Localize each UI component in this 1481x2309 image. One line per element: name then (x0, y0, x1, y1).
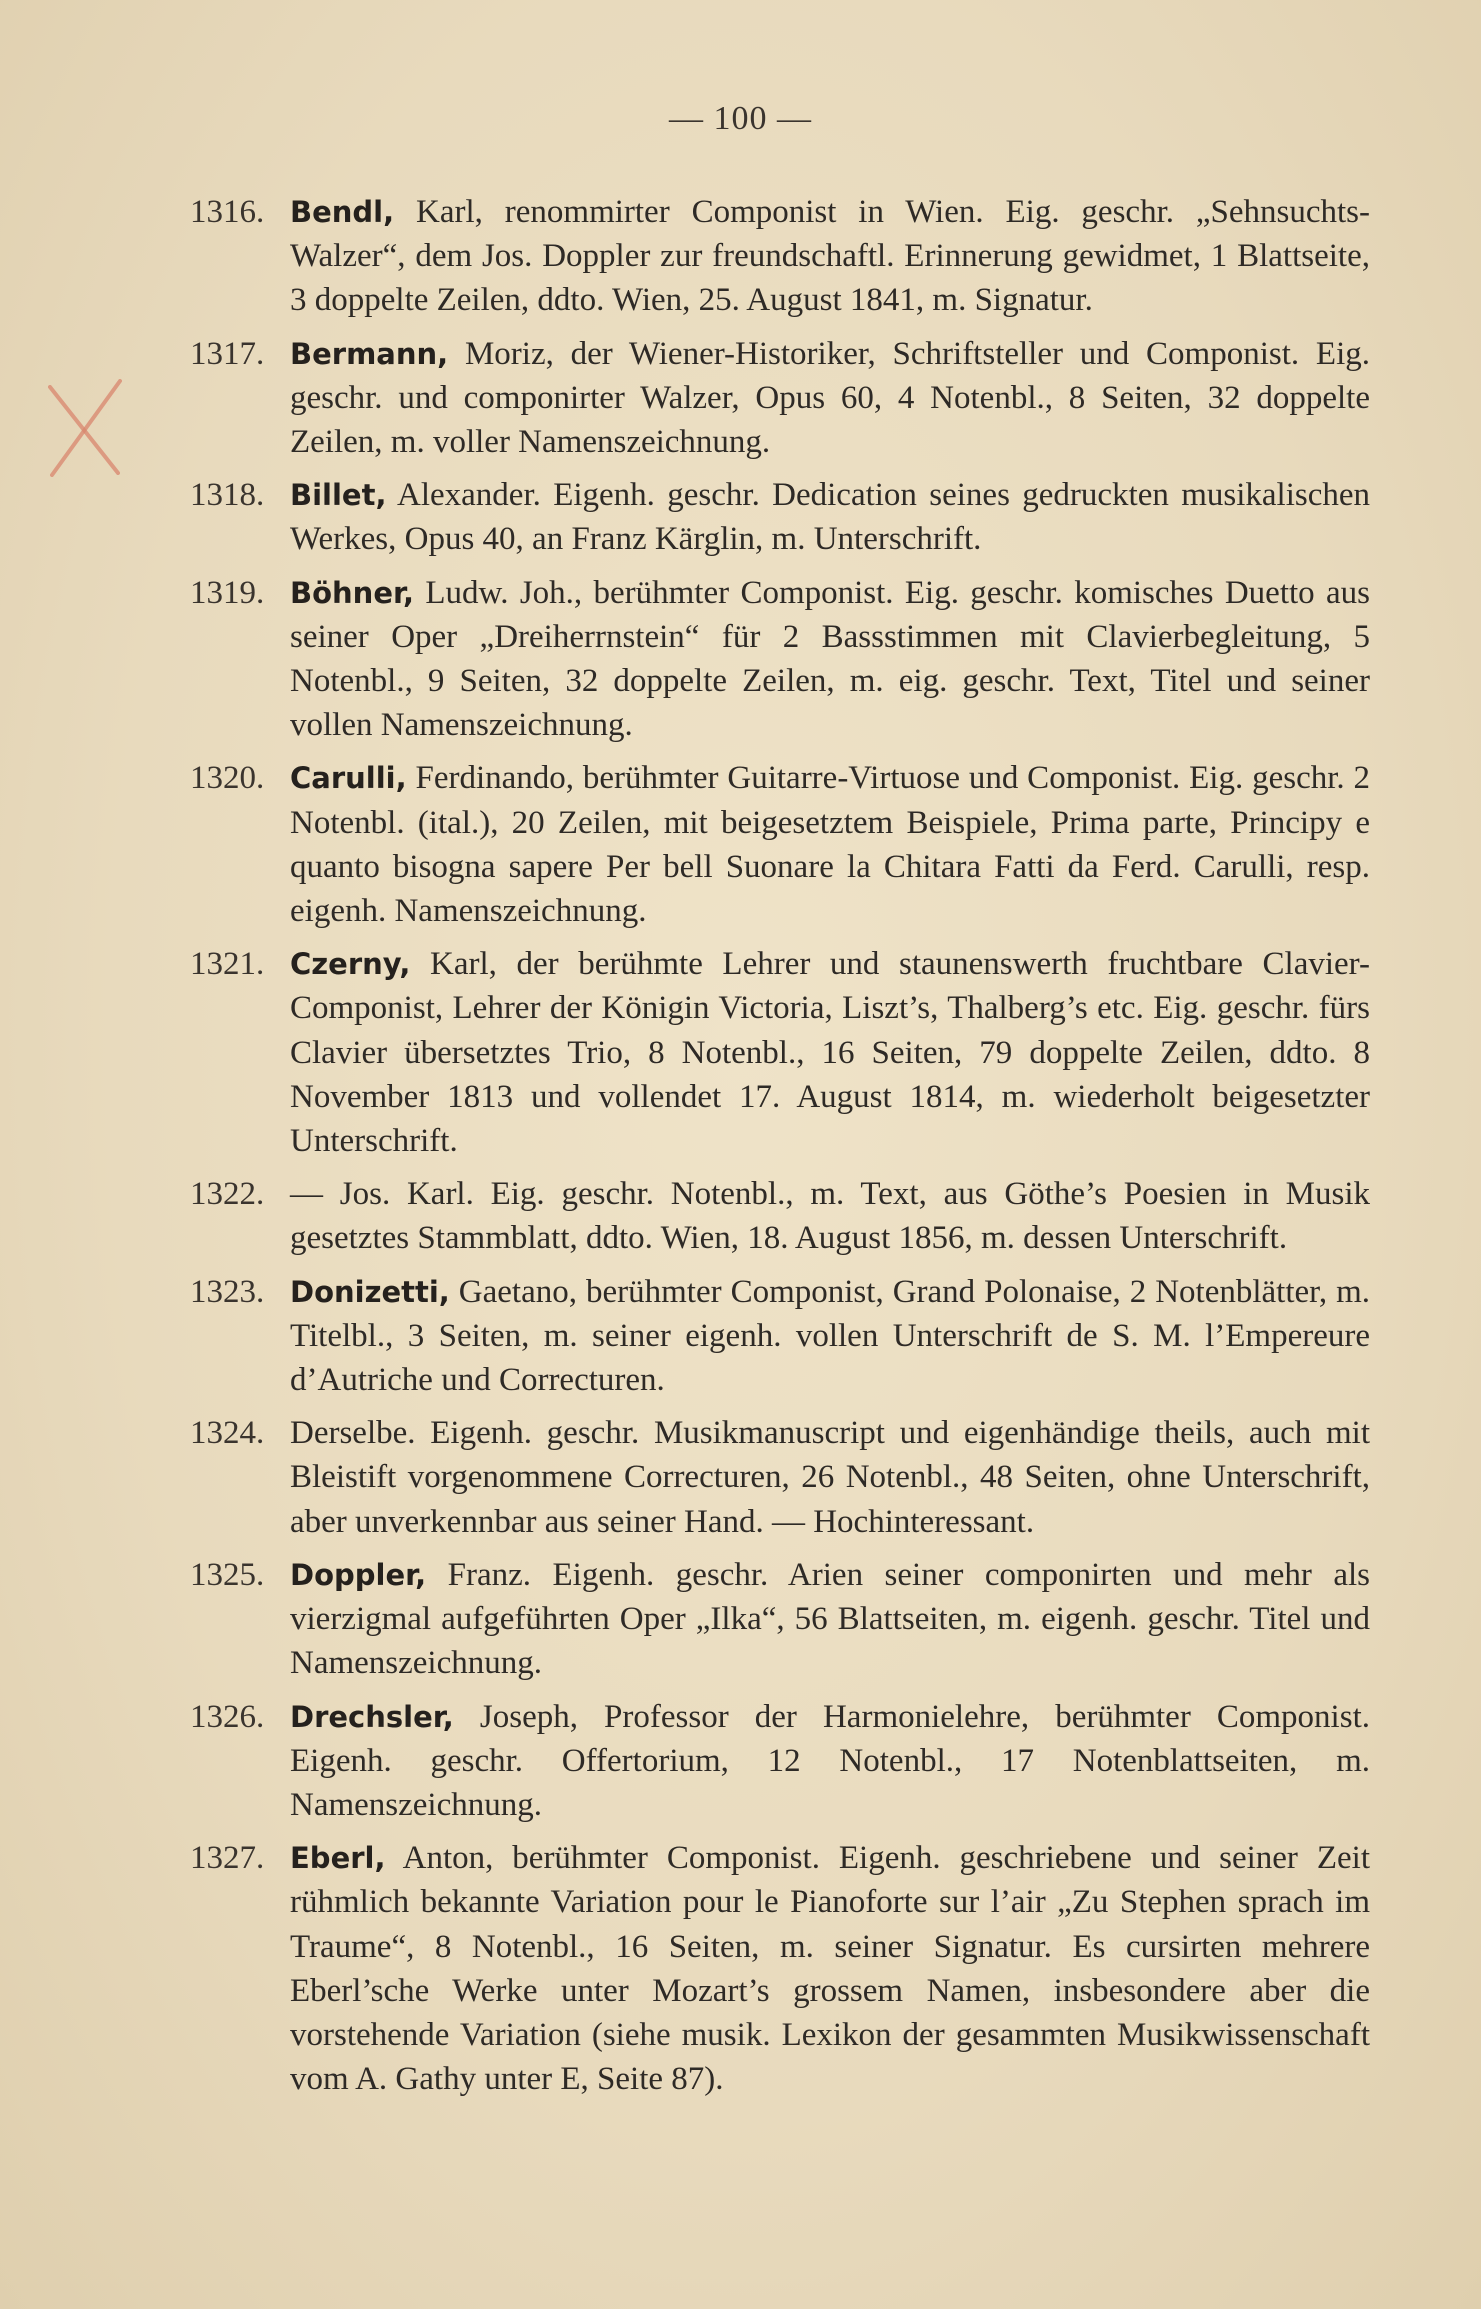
entry-number: 1327. (190, 1840, 265, 1877)
entry-description (290, 1553, 1370, 1686)
entry-description (290, 1836, 1370, 2101)
entry-description (290, 190, 1370, 323)
entry-number: 1317. (190, 335, 265, 372)
entry-number: 1326. (190, 1698, 265, 1735)
catalog-entry-1317 (190, 332, 1370, 465)
catalog-entry-1320 (190, 756, 1370, 933)
entry-body: — Jos. Karl. Eig. geschr. Notenbl., m. Text, aus Göthe’s Poesien in Musik gesetztes Stammblatt, ddto. Wien, 18. August 1856, m. dessen Unterschrift. (290, 1176, 1370, 1257)
entry-body: Karl, renommirter Componist in Wien. Eig. geschr. „Sehnsuchts-Walzer“, dem Jos. Doppler zur freundschaftl. Erinnerung gewidmet, 1 Blattseite, 3 doppelte Zeilen, ddto. Wien, 25. August 1841, m. Signatur. (290, 194, 1370, 319)
entry-body: Joseph, Professor der Harmonielehre, berühmter Componist. Eigenh. geschr. Offertorium, 12 Notenbl., 17 Notenblattseiten, m. Namenszeichnung. (290, 1698, 1370, 1823)
entry-description (290, 473, 1370, 561)
entry-description (290, 1411, 1370, 1544)
entry-body: Gaetano, berühmter Componist, Grand Polonaise, 2 Notenblätter, m. Titelbl., 3 Seiten, m. seiner eigenh. vollen Unterschrift de S. M. l’Empereure d’Autriche und Correcturen. (290, 1273, 1370, 1399)
entry-number: 1318. (190, 477, 265, 514)
catalog-entry-1321 (190, 942, 1370, 1163)
catalog-entry-1322 (190, 1172, 1370, 1260)
entry-name: Eberl, (290, 1841, 386, 1876)
entry-number: 1316. (190, 194, 265, 230)
catalog-entry-1318 (190, 473, 1370, 561)
entry-name: Donizetti, (290, 1274, 450, 1309)
catalog-entry-1325 (190, 1553, 1370, 1686)
entry-description (290, 571, 1370, 748)
entry-number: 1322. (190, 1176, 265, 1213)
entry-description (290, 1695, 1370, 1828)
entry-body: Ferdinando, berühmter Guitarre-Virtuose und Componist. Eig. geschr. 2 Notenbl. (ital.), 20 Zeilen, mit beigesetztem Beispiele, Prima parte, Principy e quanto bisogna sapere Per bell Suonare la Chitara Fatti da Ferd. Carulli, resp. eigenh. Namenszeichnung. (290, 760, 1370, 930)
catalog-entries (190, 190, 1370, 2110)
entry-description (290, 332, 1370, 465)
catalog-entry-1319 (190, 571, 1370, 748)
entry-description (290, 1172, 1370, 1260)
catalog-entry-1324 (190, 1411, 1370, 1544)
entry-name: Bendl, (290, 195, 395, 229)
entry-name: Doppler, (290, 1557, 427, 1592)
entry-number: 1319. (190, 574, 265, 611)
catalog-entry-1327 (190, 1836, 1370, 2101)
entry-number: 1324. (190, 1415, 265, 1452)
entry-body: Ludw. Joh., berühmter Componist. Eig. geschr. komisches Duetto aus seiner Oper „Dreiherrnstein“ für 2 Bassstimmen mit Clavierbegleitung, 5 Notenbl., 9 Seiten, 32 doppelte Zeilen, m. eig. geschr. Text, Titel und seiner vollen Namenszeichnung. (290, 574, 1370, 744)
entry-body: Derselbe. Eigenh. geschr. Musikmanuscript und eigenhändige theils, auch mit Bleistift vorgenommene Correcturen, 26 Notenbl., 48 Seiten, ohne Unterschrift, aber unverkennbar aus seiner Hand. — Hochinteressant. (290, 1415, 1370, 1540)
entry-name: Billet, (290, 478, 387, 513)
entry-number: 1323. (190, 1273, 265, 1310)
entry-body: Anton, berühmter Componist. Eigenh. geschriebene und seiner Zeit rühmlich bekannte Variation pour le Pianoforte sur l’air „Zu Stephen sprach im Traume“, 8 Notenbl., 16 Seiten, m. seiner Signatur. Es cursirten mehrere Eberl’sche Werke unter Mozart’s grossem Namen, insbesondere aber die vorstehende Variation (siehe musik. Lexikon der gesammten Musikwissenschaft vom A. Gathy unter E, Seite 87). (290, 1840, 1370, 2098)
entry-body: Franz. Eigenh. geschr. Arien seiner componirten und mehr als vierzigmal aufgeführten Oper „Ilka“, 56 Blattseiten, m. eigenh. geschr. Titel und Namenszeichnung. (290, 1556, 1370, 1682)
entry-name: Drechsler, (290, 1699, 454, 1734)
catalog-entry-1323 (190, 1270, 1370, 1403)
page-number: — 100 — (669, 100, 812, 137)
entry-body: Karl, der berühmte Lehrer und staunenswerth fruchtbare Clavier-Componist, Lehrer der Königin Victoria, Liszt’s, Thalberg’s etc. Eig. geschr. fürs Clavier übersetztes Trio, 8 Notenbl., 16 Seiten, 79 doppelte Zeilen, ddto. 8 November 1813 und vollendet 17. August 1814, m. wiederholt beigesetzter Unterschrift. (290, 946, 1370, 1160)
pencil-cross-mark-icon (40, 375, 130, 485)
entry-name: Carulli, (290, 761, 407, 796)
entry-name: Bermann, (290, 336, 449, 371)
entry-number: 1320. (190, 760, 265, 797)
catalog-entry-1316 (190, 190, 1370, 323)
entry-number: 1325. (190, 1556, 265, 1593)
entry-number: 1321. (190, 946, 265, 983)
entry-description (290, 756, 1370, 933)
entry-description (290, 1270, 1370, 1403)
catalog-entry-1326 (190, 1695, 1370, 1828)
entry-name: Czerny, (290, 947, 411, 982)
entry-description (290, 942, 1370, 1163)
entry-body: Alexander. Eigenh. geschr. Dedication seines gedruckten musikalischen Werkes, Opus 40, an Franz Kärglin, m. Unterschrift. (290, 477, 1370, 558)
entry-body: Moriz, der Wiener-Historiker, Schriftsteller und Componist. Eig. geschr. und componirter Walzer, Opus 60, 4 Notenbl., 8 Seiten, 32 doppelte Zeilen, m. voller Namenszeichnung. (290, 335, 1370, 461)
entry-name: Böhner, (290, 575, 415, 610)
